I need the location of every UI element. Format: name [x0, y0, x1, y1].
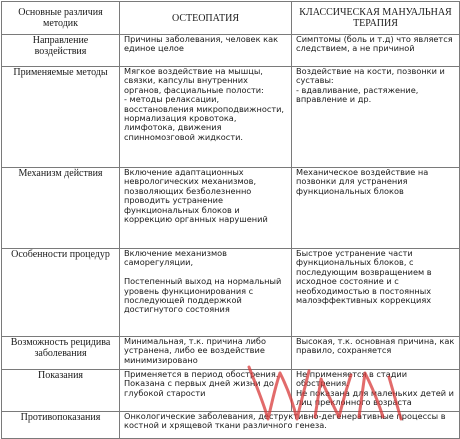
cell-text: Минимальная, т.к. причина либо устранена, либо ее воздействие минимизировано: [124, 336, 266, 365]
table-row: [2, 249, 460, 337]
row-label: Противопоказания: [2, 412, 120, 439]
manual-therapy-cell: [292, 249, 460, 337]
cell-text: Механическое воздействие на позвонки для устранения функциональных блоков: [296, 167, 429, 196]
cell-text: Применяется в период обострения. Показана с первых дней жизни до глубокой старости: [124, 369, 279, 398]
cell-text: Не применяется в стадии обострения. Не показана для маленьких детей и лиц преклонного возраста: [296, 369, 454, 408]
osteopathy-cell: [120, 168, 292, 249]
row-label: Применяемые методы: [2, 67, 120, 168]
row-label: Возможность рецидива заболевания: [2, 337, 120, 370]
cell-text: Причины заболевания, человек как единое целое: [124, 34, 279, 54]
manual-therapy-cell: [292, 67, 460, 168]
cell-text: Симптомы (боль и т.д) что является следствием, а не причиной: [296, 34, 453, 54]
cell-text: Мягкое воздействие на мышцы, связки, капсулы внутренних органов, фасциальные полости: - методы релаксации, восстановления микроподвижности, нормализация кровотока, лимфотока, движения спинномозговой жидкости.: [124, 66, 285, 142]
osteopathy-cell: [120, 249, 292, 337]
header-osteopathy: ОСТЕОПАТИЯ: [120, 2, 292, 35]
cell-text: Воздействие на кости, позвонки и суставы: - вдавливание, растяжение, вправление и др.: [296, 66, 445, 105]
row-label: Механизм действия: [2, 168, 120, 249]
table-row: [2, 337, 460, 370]
table-row: [2, 168, 460, 249]
row-label: Направление воздействия: [2, 35, 120, 67]
table-row: [2, 412, 460, 439]
cell-text: Включение адаптационных неврологических механизмов, позволяющих безболезненно проводить устранение функциональных блоков и коррекцию органных нарушений: [124, 167, 268, 225]
table-row: [2, 370, 460, 412]
header-manual-therapy: КЛАССИЧЕСКАЯ МАНУАЛЬНАЯ ТЕРАПИЯ: [292, 2, 460, 35]
cell-text: Быстрое устранение части функциональных блоков, с последующим возвращением в исходное состояние и с необходимостью в постоянных малоэффективных коррекциях: [296, 248, 432, 306]
osteopathy-cell: [120, 35, 292, 67]
shared-cell: [120, 412, 460, 439]
cell-text: Включение механизмов саморегуляции, Постепенный выход на нормальный уровень функционирования с последующей поддержкой достигнутого состояния: [124, 248, 282, 315]
manual-therapy-cell: [292, 168, 460, 249]
row-label: Показания: [2, 370, 120, 412]
cell-text: Высокая, т.к. основная причина, как правило, сохраняется: [296, 336, 455, 356]
table-row: [2, 67, 460, 168]
table-row: [2, 35, 460, 67]
manual-therapy-cell: [292, 35, 460, 67]
osteopathy-cell: [120, 370, 292, 412]
cell-text: Онкологические заболевания, деструктивно-дегенеративные процессы в костной и хрящевой ткани различного генеза.: [124, 411, 446, 431]
manual-therapy-cell: [292, 337, 460, 370]
manual-therapy-cell: [292, 370, 460, 412]
osteopathy-cell: [120, 67, 292, 168]
table-header-row: [2, 2, 460, 35]
comparison-table: [1, 1, 460, 439]
osteopathy-cell: [120, 337, 292, 370]
header-criteria: Основные различия методик: [2, 2, 120, 35]
row-label: Особенности процедур: [2, 249, 120, 337]
